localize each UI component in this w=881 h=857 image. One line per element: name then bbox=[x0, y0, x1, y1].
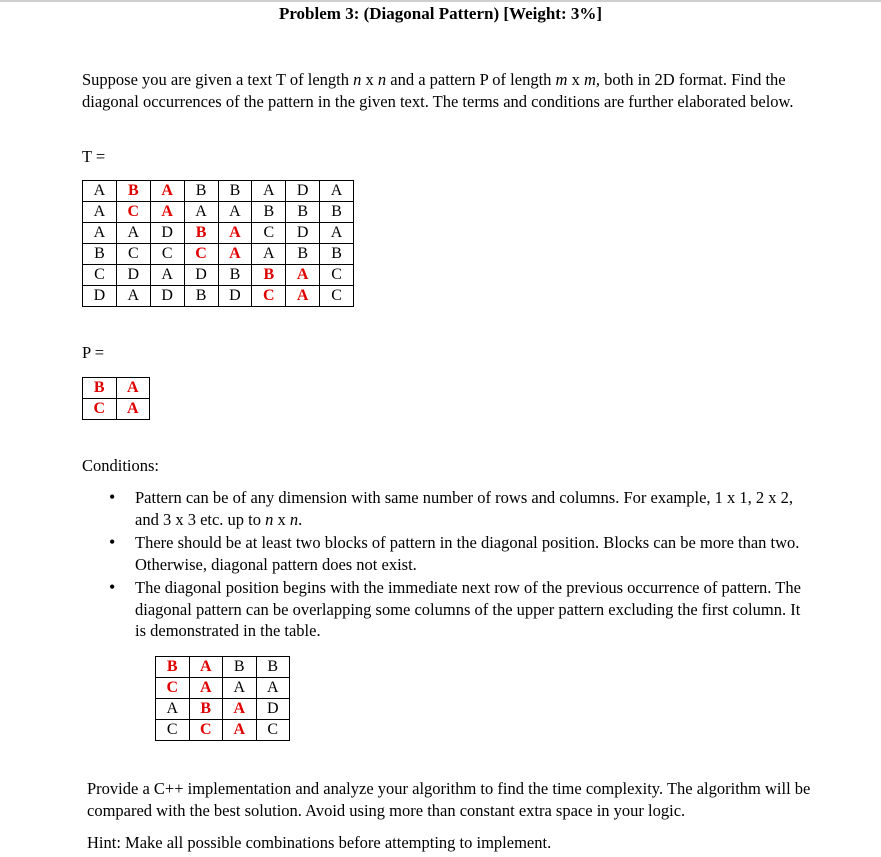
text-T-grid bbox=[82, 180, 354, 307]
text-T-cell: C bbox=[83, 265, 117, 286]
demo-cell: B bbox=[256, 657, 290, 678]
text-T-cell: B bbox=[286, 244, 320, 265]
demo-cell: C bbox=[256, 720, 290, 741]
text-T-cell: B bbox=[184, 223, 218, 244]
demo-cell: A bbox=[223, 678, 257, 699]
text-T-cell: C bbox=[116, 244, 150, 265]
demo-cell: A bbox=[189, 678, 223, 699]
text-T-cell: C bbox=[320, 265, 354, 286]
demo-diagonal-grid bbox=[155, 656, 290, 741]
demo-cell: C bbox=[156, 678, 190, 699]
demo-cell: B bbox=[189, 699, 223, 720]
condition-item: • There should be at least two blocks of pattern in the diagonal position. Blocks can be more than two. Otherwise, diagonal pattern does not exist. bbox=[109, 532, 809, 575]
closing-paragraph: Provide a C++ implementation and analyze your algorithm to find the time complexity. The algorithm will be compared with the best solution. Avoid using more than constant extra space in your logic. bbox=[87, 779, 811, 820]
text-T-cell: D bbox=[116, 265, 150, 286]
text-T-cell: B bbox=[83, 244, 117, 265]
pattern-P-cell: A bbox=[116, 378, 150, 399]
text-T-cell: B bbox=[218, 265, 252, 286]
pattern-P-grid bbox=[82, 377, 150, 420]
text-T-row bbox=[83, 244, 354, 265]
text-T-cell: D bbox=[286, 181, 320, 202]
pattern-P-cell: C bbox=[83, 399, 117, 420]
text-T-cell: C bbox=[150, 244, 184, 265]
condition-item: • Pattern can be of any dimension with same number of rows and columns. For example, 1 x 1, 2 x 2, and 3 x 3 etc. up to n x n. bbox=[109, 487, 809, 530]
top-divider bbox=[0, 0, 881, 2]
text-T-cell: A bbox=[286, 286, 320, 307]
demo-cell: A bbox=[189, 657, 223, 678]
text-T-cell: A bbox=[150, 181, 184, 202]
text-T-cell: B bbox=[218, 181, 252, 202]
text-T-cell: C bbox=[252, 286, 286, 307]
conditions-heading: Conditions: bbox=[82, 456, 160, 475]
pattern-P-cell: A bbox=[116, 399, 150, 420]
text-T-cell: D bbox=[150, 286, 184, 307]
demo-cell: B bbox=[223, 657, 257, 678]
demo-cell: A bbox=[223, 699, 257, 720]
text-T-cell: C bbox=[252, 223, 286, 244]
text-T-cell: A bbox=[320, 181, 354, 202]
text-T-cell: A bbox=[116, 286, 150, 307]
text-T-cell: D bbox=[150, 223, 184, 244]
text-T-cell: A bbox=[83, 223, 117, 244]
text-T-cell: B bbox=[252, 202, 286, 223]
text-T-cell: A bbox=[252, 244, 286, 265]
text-T-cell: D bbox=[184, 265, 218, 286]
demo-cell: C bbox=[189, 720, 223, 741]
text-T-row bbox=[83, 181, 354, 202]
text-T-cell: B bbox=[320, 244, 354, 265]
text-T-cell: A bbox=[252, 181, 286, 202]
demo-row bbox=[156, 699, 290, 720]
text-T-cell: A bbox=[320, 223, 354, 244]
text-T-row bbox=[83, 265, 354, 286]
text-T-cell: C bbox=[116, 202, 150, 223]
demo-cell: C bbox=[156, 720, 190, 741]
demo-cell: A bbox=[223, 720, 257, 741]
text-T-cell: A bbox=[83, 181, 117, 202]
text-T-cell: D bbox=[218, 286, 252, 307]
hint-text: Hint: Make all possible combinations before attempting to implement. bbox=[87, 833, 552, 852]
text-T-row bbox=[83, 286, 354, 307]
text-T-cell: B bbox=[320, 202, 354, 223]
text-T-cell: A bbox=[150, 202, 184, 223]
text-T-cell: A bbox=[184, 202, 218, 223]
demo-row bbox=[156, 678, 290, 699]
pattern-P-label: P = bbox=[82, 343, 104, 362]
text-T-label: T = bbox=[82, 147, 106, 166]
text-T-cell: C bbox=[184, 244, 218, 265]
text-T-cell: C bbox=[320, 286, 354, 307]
text-T-cell: B bbox=[252, 265, 286, 286]
text-T-cell: B bbox=[116, 181, 150, 202]
text-T-cell: A bbox=[83, 202, 117, 223]
demo-row bbox=[156, 720, 290, 741]
demo-row bbox=[156, 657, 290, 678]
text-T-row bbox=[83, 223, 354, 244]
pattern-P-row bbox=[83, 378, 150, 399]
intro-paragraph: Suppose you are given a text T of length n x n and a pattern P of length m x m, both in 2D format. Find the diagonal occurrences of the pattern in the given text. The terms and conditions are further elaborated below. bbox=[82, 70, 794, 111]
demo-cell: B bbox=[156, 657, 190, 678]
text-T-cell: B bbox=[184, 181, 218, 202]
text-T-cell: A bbox=[286, 265, 320, 286]
text-T-cell: B bbox=[184, 286, 218, 307]
text-T-cell: B bbox=[286, 202, 320, 223]
text-T-cell: A bbox=[116, 223, 150, 244]
text-T-cell: D bbox=[83, 286, 117, 307]
pattern-P-cell: B bbox=[83, 378, 117, 399]
demo-cell: D bbox=[256, 699, 290, 720]
text-T-cell: A bbox=[218, 202, 252, 223]
text-T-cell: A bbox=[218, 223, 252, 244]
problem-title: Problem 3: (Diagonal Pattern) [Weight: 3%] bbox=[278, 4, 603, 23]
demo-cell: A bbox=[256, 678, 290, 699]
text-T-cell: D bbox=[286, 223, 320, 244]
text-T-cell: A bbox=[150, 265, 184, 286]
demo-cell: A bbox=[156, 699, 190, 720]
condition-item: • The diagonal position begins with the immediate next row of the previous occurrence of pattern. The diagonal pattern can be overlapping some columns of the upper pattern excluding the first column. It is demonstrated in the table. bbox=[109, 577, 809, 642]
conditions-list bbox=[109, 487, 809, 644]
text-T-row bbox=[83, 202, 354, 223]
text-T-cell: A bbox=[218, 244, 252, 265]
pattern-P-row bbox=[83, 399, 150, 420]
